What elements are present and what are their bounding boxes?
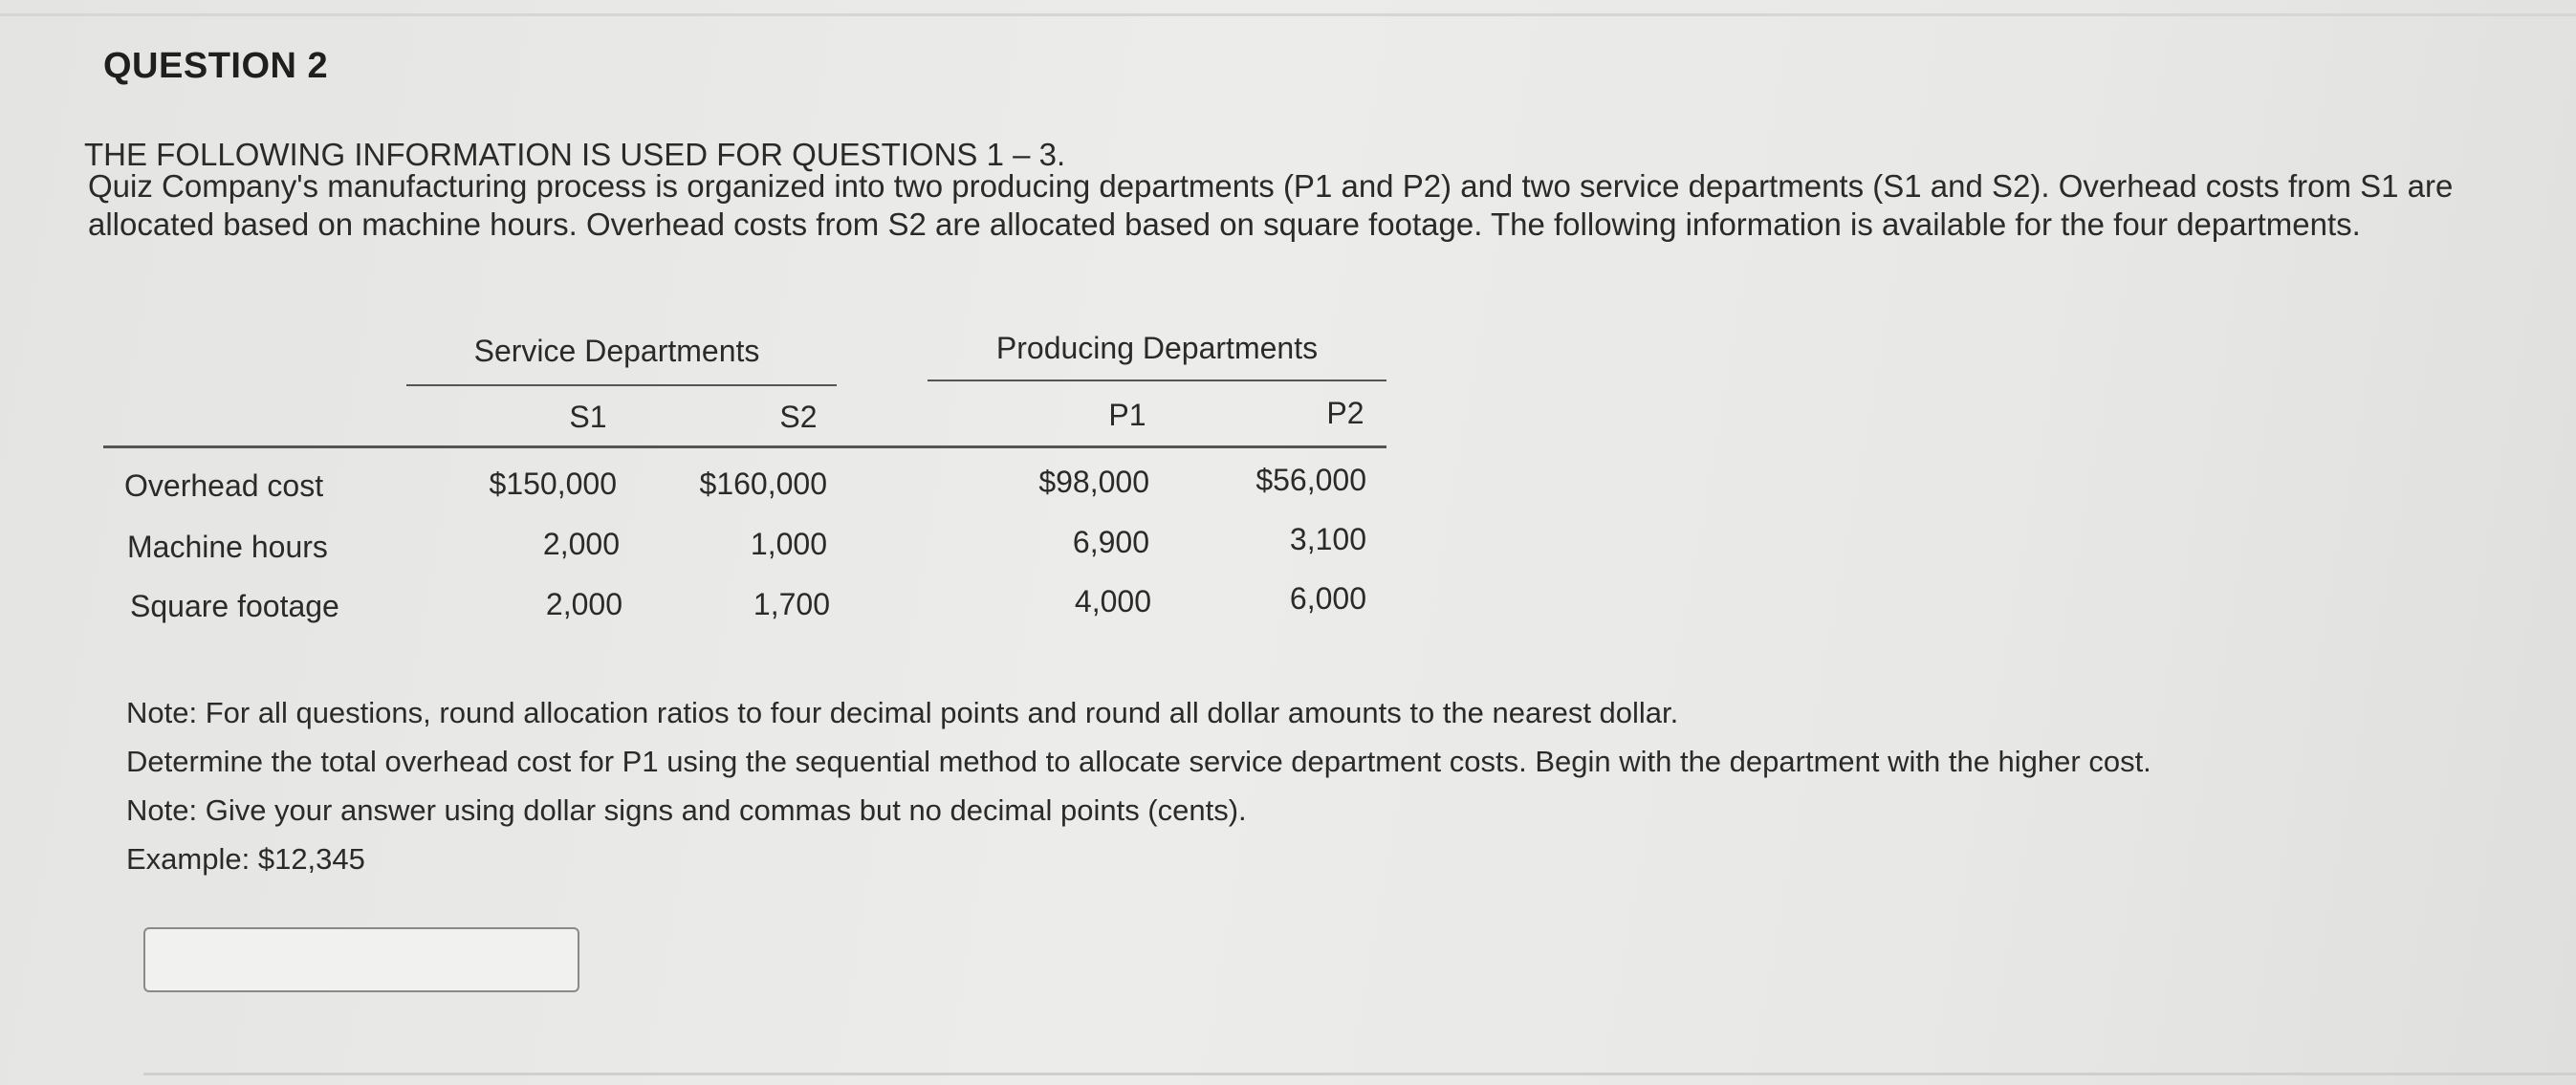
producing-header-rule xyxy=(928,380,1386,381)
cell-s1: $150,000 xyxy=(489,467,617,501)
instructions-block xyxy=(126,688,2151,883)
service-departments-header: Service Departments xyxy=(473,334,760,368)
cell-p2: $56,000 xyxy=(1255,463,1366,497)
column-header-rule xyxy=(103,445,1386,448)
cell-s2: $160,000 xyxy=(699,467,827,501)
cell-p1: 4,000 xyxy=(1074,584,1151,618)
cell-s2: 1,700 xyxy=(753,587,830,621)
column-header-p2: P2 xyxy=(1326,396,1364,430)
question-title: QUESTION 2 xyxy=(103,46,329,86)
column-header-p1: P1 xyxy=(1108,398,1146,432)
cell-p2: 3,100 xyxy=(1289,522,1366,556)
cell-p1: $98,000 xyxy=(1038,465,1149,499)
info-heading: THE FOLLOWING INFORMATION IS USED FOR QUESTIONS 1 – 3. xyxy=(84,137,1066,172)
service-header-rule xyxy=(406,384,837,386)
task-instruction: Determine the total overhead cost for P1 using the sequential method to allocate service department costs. Begin with the department with the higher cost. xyxy=(126,745,2151,778)
format-note: Note: Give your answer using dollar signs and commas but no decimal points (cents). xyxy=(126,793,1247,827)
cell-s2: 1,000 xyxy=(750,527,827,561)
cell-s1: 2,000 xyxy=(545,587,622,621)
row-label: Square footage xyxy=(130,589,339,623)
rounding-note: Note: For all questions, round allocation ratios to four decimal points and round all dollar amounts to the nearest dollar. xyxy=(126,696,1679,729)
cell-p1: 6,900 xyxy=(1072,525,1149,559)
cell-s1: 2,000 xyxy=(542,527,620,561)
top-divider xyxy=(0,13,2576,16)
answer-input[interactable] xyxy=(143,927,579,992)
column-header-s1: S1 xyxy=(569,400,607,434)
producing-departments-header: Producing Departments xyxy=(995,331,1319,365)
cell-p2: 6,000 xyxy=(1289,581,1366,616)
intro-paragraph: Quiz Company's manufacturing process is organized into two producing departments (P1 and P2) and two service departments (S1 and S2). Overhead costs from S1 are allocated based on machine hours. Overhead costs from S2 are allocated based on square footage. The following information is available for the four departments. xyxy=(88,168,2454,242)
answer-example: Example: $12,345 xyxy=(126,842,365,876)
row-label: Machine hours xyxy=(127,530,328,564)
row-label: Overhead cost xyxy=(124,468,324,503)
column-header-s2: S2 xyxy=(779,400,818,434)
bottom-divider xyxy=(143,1073,2576,1075)
